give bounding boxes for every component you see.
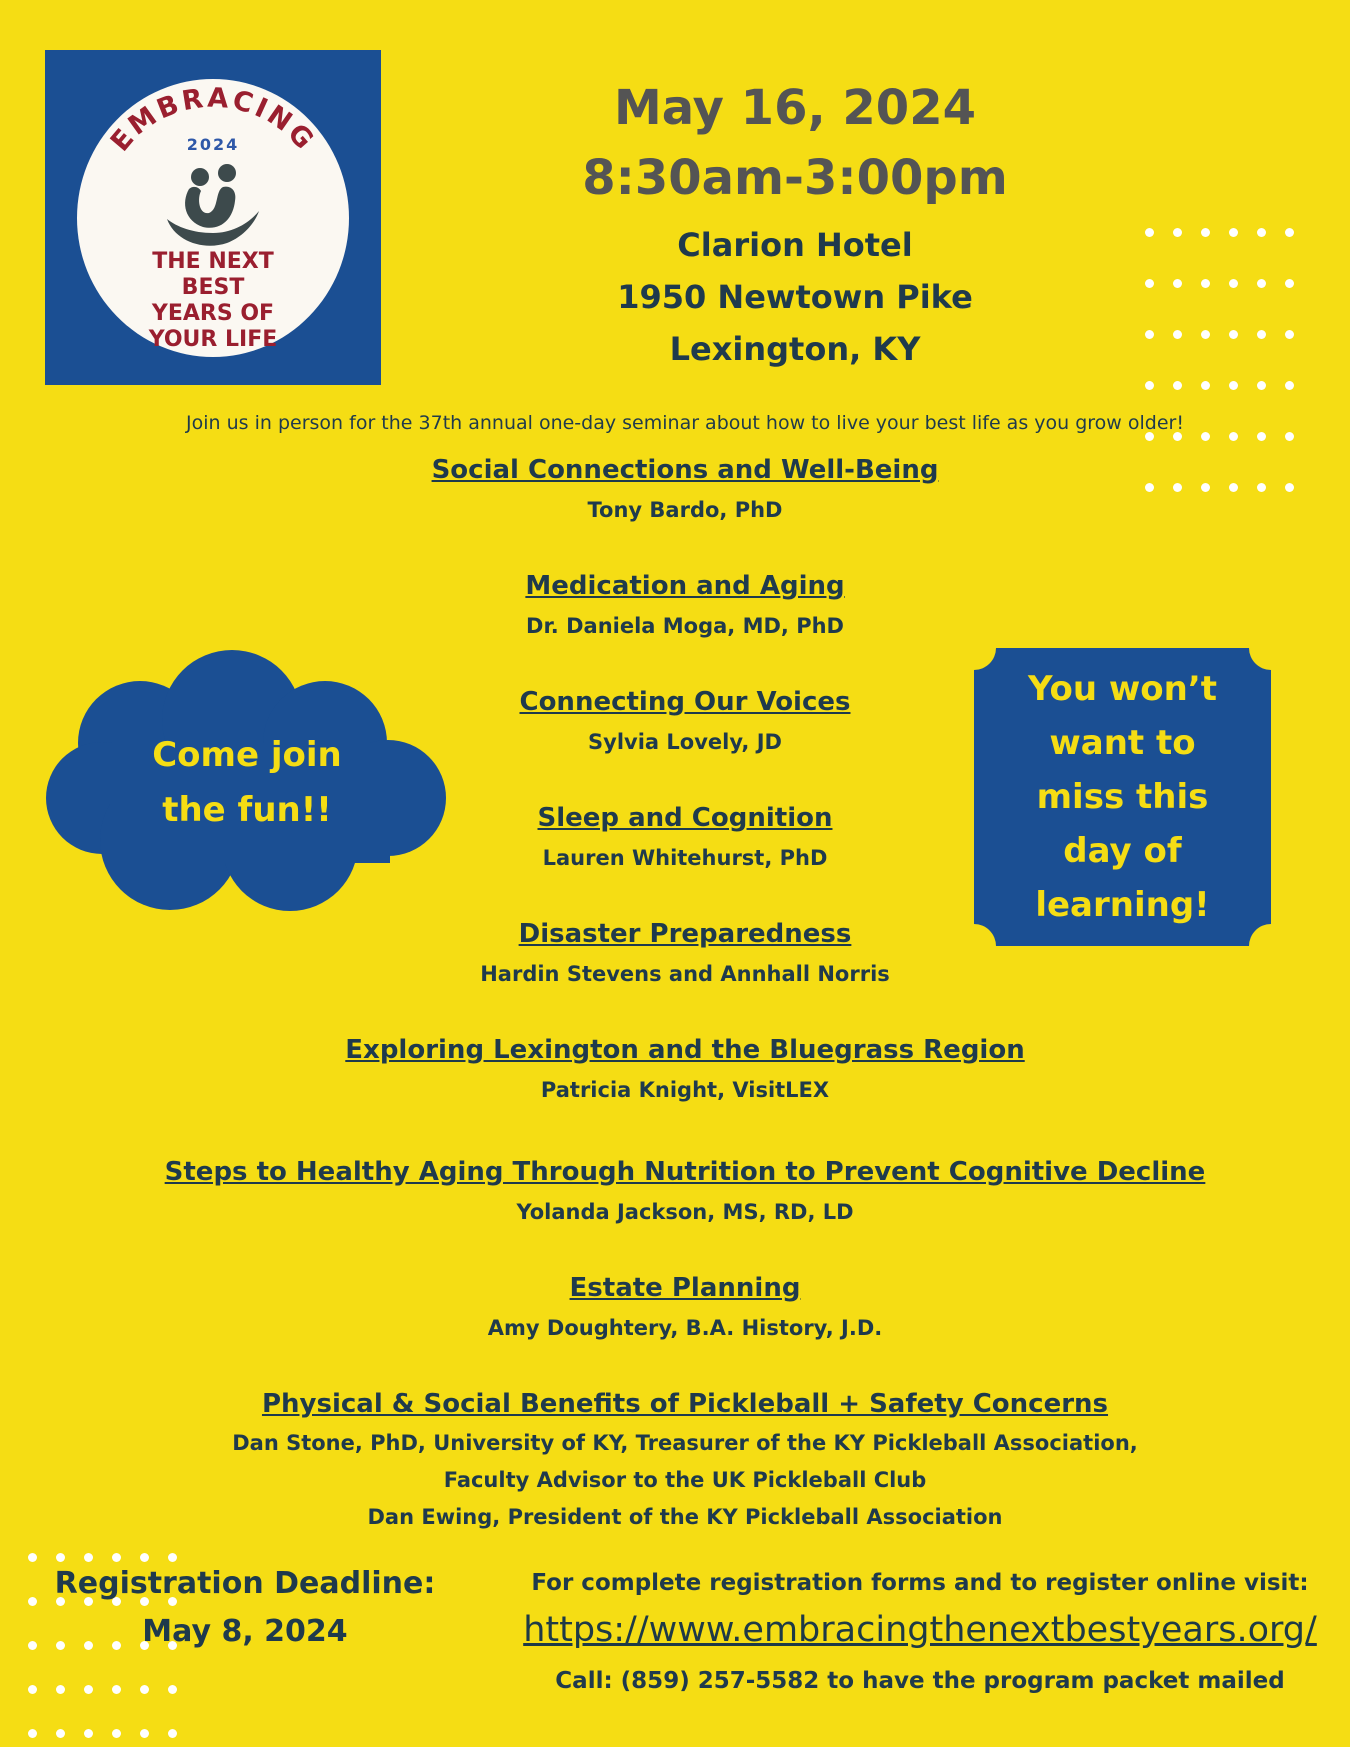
decorative-dot [168, 1553, 177, 1562]
event-logo [45, 50, 381, 385]
event-time: 8:30am-3:00pm [582, 150, 1008, 206]
session-title: Exploring Lexington and the Bluegrass Region [345, 1035, 1025, 1065]
call-info: Call: (859) 257-5582 to have the program packet mailed [555, 1668, 1285, 1694]
decorative-dot [1173, 279, 1182, 288]
decorative-dot [1257, 330, 1266, 339]
session-title: Connecting Our Voices [519, 687, 851, 717]
decorative-dot [1173, 330, 1182, 339]
logo-line-2: BEST [181, 275, 245, 300]
decorative-dot [1229, 228, 1238, 237]
badge-line: You won’t [1027, 669, 1218, 709]
decorative-dot [1173, 228, 1182, 237]
session-speaker: Lauren Whitehurst, PhD [542, 846, 828, 870]
decorative-dot [1257, 228, 1266, 237]
decorative-dot [28, 1729, 37, 1738]
decorative-dot [28, 1553, 37, 1562]
decorative-dot [1201, 330, 1210, 339]
session-title: Social Connections and Well-Being [431, 455, 939, 485]
event-date: May 16, 2024 [613, 80, 976, 136]
decorative-dot [1257, 279, 1266, 288]
decorative-dot [1145, 279, 1154, 288]
decorative-dot [1201, 381, 1210, 390]
embrace-figure-icon [163, 161, 263, 249]
decorative-dot [84, 1553, 93, 1562]
session-speaker: Patricia Knight, VisitLEX [540, 1078, 830, 1102]
decorative-dot [140, 1553, 149, 1562]
session-speaker: Tony Bardo, PhD [587, 498, 783, 522]
logo-line-1: THE NEXT [152, 249, 274, 274]
decorative-dot [1285, 381, 1294, 390]
logo-year: 2024 [186, 135, 240, 154]
intro-text: Join us in person for the 37th annual one-day seminar about how to live your best life as you grow older! [186, 412, 1184, 434]
venue-name: Clarion Hotel [677, 226, 913, 264]
session-speaker: Dan Stone, PhD, University of KY, Treasurer of the KY Pickleball Association, [232, 1431, 1138, 1455]
badge-line: miss this [1036, 777, 1209, 817]
decorative-dot [1229, 381, 1238, 390]
decorative-dot [1285, 228, 1294, 237]
session-speaker: Faculty Advisor to the UK Pickleball Club [443, 1468, 927, 1492]
session-speaker: Dan Ewing, President of the KY Pickleball Association [367, 1505, 1003, 1529]
session-title: Physical & Social Benefits of Pickleball + Safety Concerns [261, 1389, 1109, 1419]
decorative-dot [1201, 228, 1210, 237]
decorative-dot [56, 1685, 65, 1694]
session-title: Disaster Preparedness [518, 919, 852, 949]
cloud-callout-text [92, 728, 402, 838]
decorative-dot [168, 1729, 177, 1738]
decorative-dot [1201, 279, 1210, 288]
decorative-dot [1229, 330, 1238, 339]
decorative-dot [140, 1729, 149, 1738]
registration-note: For complete registration forms and to register online visit: [531, 1570, 1309, 1596]
cloud-line-1: Come join [152, 735, 342, 775]
logo-line-4: YOUR LIFE [148, 327, 278, 352]
venue-address: 1950 Newtown Pike [617, 278, 973, 316]
decorative-dot [1145, 228, 1154, 237]
session-title: Sleep and Cognition [537, 803, 833, 833]
decorative-dot [56, 1553, 65, 1562]
registration-deadline-label: Registration Deadline: [54, 1566, 436, 1601]
decorative-dot [84, 1729, 93, 1738]
decorative-dot [1145, 330, 1154, 339]
session-speaker: Dr. Daniela Moga, MD, PhD [526, 614, 844, 638]
registration-link[interactable]: https://www.embracingthenextbestyears.org/ [523, 1610, 1317, 1650]
session-speaker: Yolanda Jackson, MS, RD, LD [516, 1200, 854, 1224]
decorative-dot [1257, 381, 1266, 390]
decorative-dot [1285, 279, 1294, 288]
badge-callout-text [974, 662, 1271, 932]
logo-line-3: YEARS OF [151, 301, 275, 326]
decorative-dot [1173, 381, 1182, 390]
decorative-dot [112, 1685, 121, 1694]
session-speaker: Amy Doughtery, B.A. History, J.D. [487, 1316, 883, 1340]
session-speaker: Hardin Stevens and Annhall Norris [480, 962, 890, 986]
decorative-dot [1229, 279, 1238, 288]
badge-line: day of [1063, 831, 1182, 871]
decorative-dot [56, 1729, 65, 1738]
decorative-dot [1285, 330, 1294, 339]
decorative-dot [84, 1685, 93, 1694]
badge-line: want to [1049, 723, 1196, 763]
session-title: Steps to Healthy Aging Through Nutrition to Prevent Cognitive Decline [164, 1157, 1206, 1187]
session-title: Estate Planning [569, 1273, 801, 1303]
decorative-dot [168, 1685, 177, 1694]
decorative-dot [1145, 381, 1154, 390]
session-speaker: Sylvia Lovely, JD [588, 730, 782, 754]
decorative-dot [112, 1553, 121, 1562]
decorative-dot [140, 1685, 149, 1694]
svg-text:EMBRACING: EMBRACING [104, 82, 322, 158]
decorative-dot [28, 1685, 37, 1694]
decorative-dot [112, 1729, 121, 1738]
venue-city: Lexington, KY [669, 330, 921, 368]
logo-oval [77, 79, 349, 357]
cloud-line-2: the fun!! [162, 790, 332, 830]
badge-line: learning! [1035, 885, 1210, 925]
session-title: Medication and Aging [525, 571, 845, 601]
registration-deadline-date: May 8, 2024 [142, 1614, 348, 1649]
